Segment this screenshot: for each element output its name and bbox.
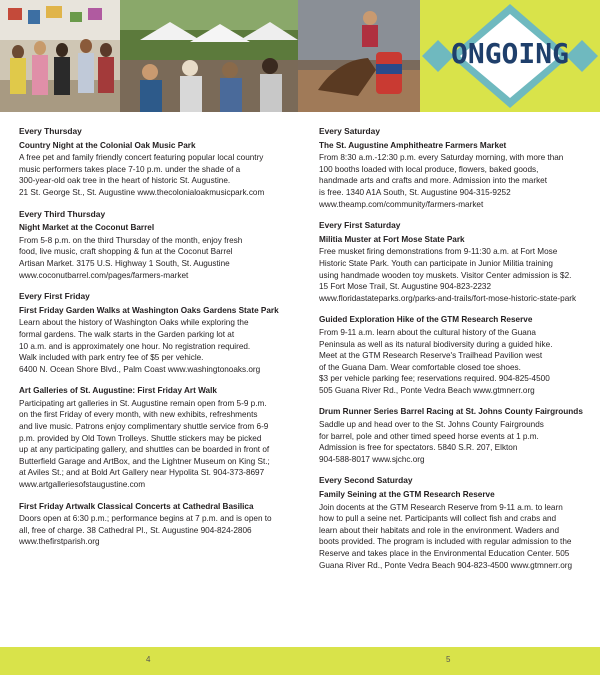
event-description-line: music performers takes place 7-10 p.m. under the shade of a [19, 164, 241, 174]
event-description-line: formal gardens. The walk starts in the Garden parking lot at [19, 329, 235, 339]
page-footer [0, 647, 600, 675]
event-entry [19, 305, 285, 376]
event-description-line: 300-year-old oak tree in the heart of historic St. Augustine. [19, 176, 231, 186]
event-description-line: Peninsula as well as its natural biodiversity during a guided hike. [319, 339, 553, 349]
event-description-line: Learn about the history of Washington Oaks while exploring the [19, 318, 249, 328]
event-description-line: From 8:30 a.m.-12:30 p.m. every Saturday morning, with more than [319, 153, 564, 163]
schedule-heading: Every Second Saturday [319, 475, 413, 486]
event-description-line: up at any participating gallery, and shuttles can be boarded in front of [19, 445, 270, 455]
event-description-line: p.m. provided by Old Town Trolleys. Shuttle stickers may be picked [19, 433, 262, 443]
event-title: The St. Augustine Amphitheatre Farmers Market [319, 140, 507, 150]
event-description-line: learn about their habitats and role in the environment. Waders and [319, 525, 560, 535]
event-description-line: how to pull a seine net. Participants will collect fish and crabs and [319, 514, 557, 524]
festival-crowd-photo [120, 0, 298, 112]
event-entry [319, 234, 587, 305]
ongoing-title-panel [420, 0, 600, 112]
event-description-line: Reserve and takes place in the Environmental Education Center. 505 [319, 549, 570, 558]
event-description-line: 904-588-8017 www.sjchc.org [319, 454, 425, 464]
event-description-line: of the Guana Dam. Wear comfortable closed toe shoes. [319, 362, 521, 372]
event-description-line: handmade arts and crafts and more. Admission into the market [319, 176, 548, 186]
event-entry [19, 385, 285, 490]
event-description-line: Historic State Park. Youth can participate in Junior Militia training [319, 258, 553, 268]
event-description-line: From 5-8 p.m. on the third Thursday of the month, enjoy fresh [19, 235, 243, 245]
right-page-number: 5 [446, 655, 451, 664]
event-description-line: all, free of charge. 38 Cathedral Pl., St. Augustine 904-824-2806 [19, 525, 252, 535]
barrel-racing-photo [298, 0, 420, 112]
schedule-heading: Every First Friday [19, 291, 90, 302]
event-title: Art Galleries of St. Augustine: First Friday Art Walk [19, 386, 217, 396]
event-title: Family Seining at the GTM Research Reserve [319, 490, 495, 500]
header-banner [0, 0, 600, 112]
event-description-line: 100 booths loaded with local produce, flowers, baked goods, [319, 164, 539, 174]
schedule-heading: Every Thursday [19, 126, 82, 136]
event-description-line: Walk included with park entry fee of $5 per vehicle. [19, 353, 204, 363]
event-entry [19, 501, 285, 548]
event-description-line: and live music. Patrons enjoy complimentary shuttle service from 6-9 [19, 422, 269, 432]
event-description-line: Participating art galleries in St. Augustine remain open from 5-9 p.m. [19, 398, 267, 408]
schedule-heading: Every Saturday [319, 126, 380, 136]
event-description-line: A free pet and family friendly concert featuring popular local country [19, 153, 264, 163]
event-description-line: Free musket firing demonstrations from 9-11:30 a.m. at Fort Mose [319, 247, 558, 257]
event-description-line: From 9-11 a.m. learn about the cultural history of the Guana [319, 327, 536, 337]
event-description-line: www.theamp.com/community/farmers-market [319, 199, 484, 209]
event-description-line: Admission is free for spectators. 5840 S.R. 207, Elkton [319, 443, 518, 453]
event-title: Night Market at the Coconut Barrel [19, 223, 155, 233]
event-description-line: www.thefirstparish.org [19, 537, 100, 547]
schedule-heading: Every First Saturday [319, 220, 401, 231]
event-description-line: for barrel, pole and other timed speed horse events at 1 p.m. [319, 431, 539, 441]
event-description-line: 21 St. George St., St. Augustine www.thecolonialoakmusicpark.com [19, 187, 265, 197]
event-description-line: Saddle up and head over to the St. Johns County Fairgrounds [319, 420, 544, 430]
event-description-line: at Aviles St.; and at Bold Art Gallery near Hypolita St. 904-373-8697 [19, 468, 265, 478]
event-title: First Friday Garden Walks at Washington Oaks Gardens State Park [19, 305, 279, 315]
event-description-line: 10 a.m. and is approximately one hour. No registration required. [19, 341, 251, 351]
event-title: Militia Muster at Fort Mose State Park [319, 234, 465, 244]
event-description-line: is free. 1340 A1A South, St. Augustine 904-315-9252 [319, 187, 511, 197]
event-description-line: Meet at the GTM Research Reserve's Trailhead Pavilion west [319, 351, 543, 361]
event-description-line: Doors open at 6:30 p.m.; performance begins at 7 p.m. and is open to [19, 514, 272, 524]
page-title: ONGOING [450, 37, 569, 70]
event-description-line: www.artgalleriesofstaugustine.com [19, 480, 146, 490]
event-description-line: Guana River Rd., Ponte Vedra Beach 904-823-4500 www.gtmnerr.org [319, 560, 573, 570]
schedule-heading: Every Third Thursday [19, 208, 106, 219]
event-title: Country Night at the Colonial Oak Music Park [19, 140, 196, 150]
event-entry [19, 222, 285, 281]
event-description-line: 505 Guana River Rd., Ponte Vedra Beach www.gtmnerr.org [319, 385, 535, 395]
left-page-number: 4 [146, 655, 151, 664]
event-description-line: Butterfield Garage and ArtBox, and the Lightner Museum on King St.; [19, 456, 270, 466]
event-description-line: www.floridastateparks.org/parks-and-trails/fort-mose-historic-state-park [319, 293, 577, 303]
event-description-line: Artisan Market. 3175 U.S. Highway 1 South, St. Augustine [19, 258, 230, 268]
art-walk-photo [0, 0, 120, 112]
event-description-line: on the first Friday of every month, with new exhibits, refreshments [19, 410, 258, 420]
event-title: First Friday Artwalk Classical Concerts at Cathedral Basilica [19, 501, 254, 511]
event-description-line: food, live music, craft shopping & fun at the Coconut Barrel [19, 247, 233, 257]
event-description-line: $3 per vehicle parking fee; reservations required. 904-825-4500 [319, 374, 550, 384]
event-description-line: using handmade wooden toy muskets. Visitor Center admission is $2. [319, 270, 572, 280]
event-title: Guided Exploration Hike of the GTM Research Reserve [319, 315, 533, 325]
event-description-line: www.coconutbarrel.com/pages/farmers-market [19, 270, 189, 280]
right-column [319, 126, 587, 581]
event-description-line: 6400 N. Ocean Shore Blvd., Palm Coast www.washingtonoaks.org [19, 364, 261, 374]
event-description-line: Join docents at the GTM Research Reserve from 9-11 a.m. to learn [319, 502, 563, 512]
event-entry [319, 406, 587, 465]
event-description-line: 15 Fort Mose Trail, St. Augustine 904-823-2232 [319, 282, 492, 292]
event-description-line: boots provided. The program is included with regular admission to the [319, 537, 572, 547]
event-entry [319, 489, 587, 571]
event-entry [319, 314, 587, 396]
event-title: Drum Runner Series Barrel Racing at St. Johns County Fairgrounds [319, 407, 583, 417]
left-column [19, 126, 285, 558]
event-entry [19, 140, 285, 199]
event-entry [319, 140, 587, 211]
